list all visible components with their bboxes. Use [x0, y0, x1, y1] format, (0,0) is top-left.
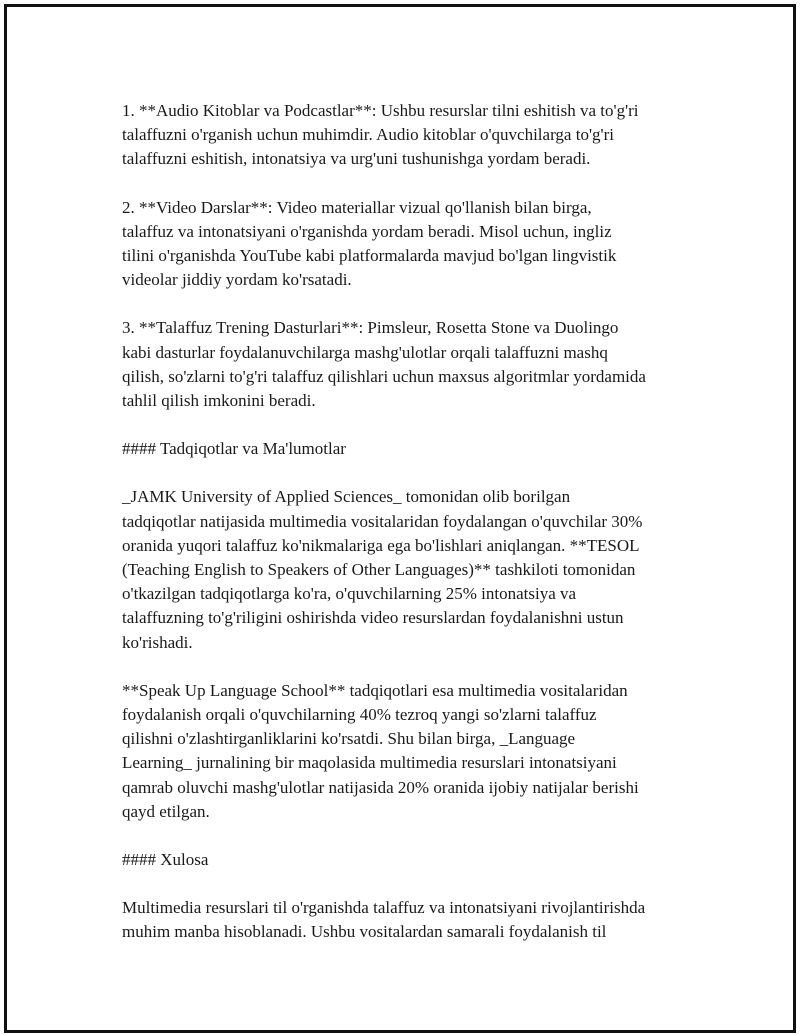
paragraph-conclusion: Multimedia resurslari til o'rganishda talaffuz va intonatsiyani rivojlantirishda muhim manba hisoblanadi. Ushbu vositalardan samarali foydalanish til — [122, 898, 646, 942]
list-item-video-lessons: 2. **Video Darslar**: Video materiallar vizual qo'llanish bilan birga, talaffuz va intonatsiyani o'rganishda yordam beradi. Misol uchun, ingliz tilini o'rganishda YouTube kabi platformalarda mavjud bo'lgan lingvistik videolar jiddiy yordam ko'rsatadi. — [122, 197, 617, 290]
section-heading-research: #### Tadqiqotlar va Ma'lumotlar — [122, 439, 346, 459]
paragraph-jamk-tesol: _JAMK University of Applied Sciences_ tomonidan olib borilgan tadqiqotlar natijasida multimedia vositalaridan foydalangan o'quvchilar 30% oranida yuqori talaffuz ko'nikmalariga ega bo'lishlari aniqlangan. **TESOL (Teaching English to Speakers of Other Languages)** tashkiloti tomonidan o'tkazilgan tadqiqotlarga ko'ra, o'quvchilarning 25% intonatsiya va talaffuzning to'g'riligini oshirishda video resurslardan foydalanishni ustun ko'rishadi. — [122, 487, 643, 652]
page-frame — [4, 4, 796, 1033]
list-item-audio-books: 1. **Audio Kitoblar va Podcastlar**: Ushbu resurslar tilni eshitish va to'g'ri talaffuzni o'rganish uchun muhimdir. Audio kitoblar o'quvchilarga to'g'ri talaffuzni eshitish, intonatsiya va urg'uni tushunishga yordam beradi. — [122, 101, 639, 169]
list-item-pronunciation-programs: 3. **Talaffuz Trening Dasturlari**: Pimsleur, Rosetta Stone va Duolingo kabi dasturlar foydalanuvchilarga mashg'ulotlar orqali talaffuzni mashq qilish, so'zlarni to'g'ri talaffuz qilishlari uchun maxsus algoritmlar yordamida tahlil qilish imkonini beradi. — [122, 318, 646, 411]
paragraph-speak-up: **Speak Up Language School** tadqiqotlari esa multimedia vositalaridan foydalanish orqali o'quvchilarning 40% tezroq yangi so'zlarni talaffuz qilishni o'zlashtirganliklarini ko'rsatdi. Shu bilan birga, _Language Learning_ jurnalining bir maqolasida multimedia resurslari intonatsiyani qamrab oluvchi mashg'ulotlar natijasida 20% oranida ijobiy natijalar berishi qayd etilgan. — [122, 680, 639, 821]
document-body — [122, 99, 702, 969]
section-heading-conclusion: #### Xulosa — [122, 850, 209, 870]
